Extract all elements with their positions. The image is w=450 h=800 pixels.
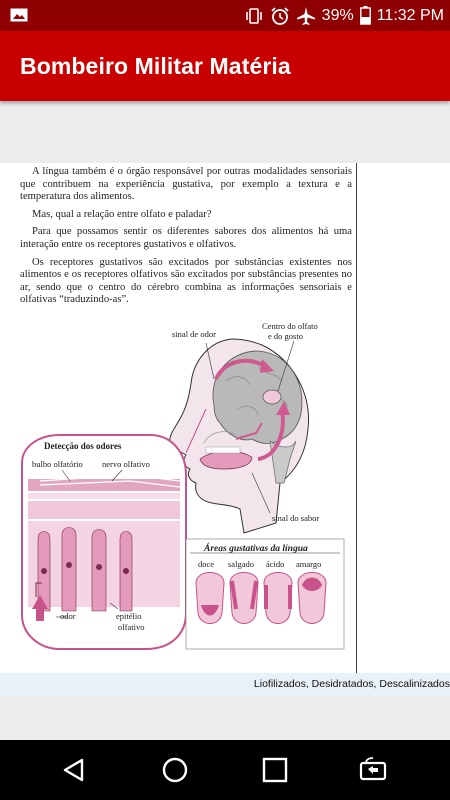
label-nervo: nervo olfativo bbox=[102, 459, 150, 469]
navigation-bar bbox=[0, 740, 450, 800]
home-icon[interactable] bbox=[160, 755, 190, 785]
label-deteccao: Detecção dos odores bbox=[44, 441, 122, 451]
paragraph: A língua também é o órgão responsável por outras modalidades sensoriais que contribuem na experiência gustativa, por exemplo a textura e a temperatura dos alimentos. bbox=[20, 166, 352, 203]
smell-taste-figure bbox=[0, 163, 356, 673]
vibrate-icon bbox=[244, 7, 264, 25]
status-bar bbox=[0, 0, 450, 31]
screen-rotate-icon[interactable] bbox=[358, 755, 388, 785]
label-sinal-do-sabor: sinal do sabor bbox=[272, 513, 320, 523]
back-icon[interactable] bbox=[60, 755, 90, 785]
label-epitelio-line2: olfativo bbox=[118, 622, 145, 632]
label-amargo: amargo bbox=[296, 559, 322, 569]
battery-percent: 39% bbox=[321, 6, 354, 24]
footer-note: Liofilizados, Desidratados, Descalinizados bbox=[253, 678, 450, 690]
label-bulbo: bulbo olfatório bbox=[32, 459, 83, 469]
label-centro-line2: e do gosto bbox=[268, 331, 303, 341]
label-acido: ácido bbox=[266, 559, 285, 569]
paragraph: Mas, qual a relação entre olfato e paladar? bbox=[32, 208, 212, 220]
battery-icon bbox=[360, 6, 371, 25]
airplane-icon bbox=[296, 6, 316, 26]
paragraph: Os receptores gustativos são excitados por substâncias existentes nos alimentos e os receptores olfativos são excitados por substâncias presentes no ar, sendo que o centro do cérebro combina as informações sensoriais e olfativas “traduzindo-as”. bbox=[20, 256, 352, 306]
label-odor: odor bbox=[60, 611, 76, 621]
label-epitelio-line1: epitélio bbox=[116, 611, 142, 621]
recents-icon[interactable] bbox=[260, 755, 290, 785]
app-title: Bombeiro Militar Matéria bbox=[20, 53, 291, 79]
page-divider bbox=[356, 163, 357, 673]
document-page[interactable] bbox=[0, 163, 450, 673]
tongue-areas-panel bbox=[186, 539, 344, 649]
label-doce: doce bbox=[198, 559, 215, 569]
label-centro-line1: Centro do olfato bbox=[262, 321, 318, 331]
label-sinal-de-odor: sinal de odor bbox=[172, 329, 216, 339]
paragraph: Para que possamos sentir os diferentes sabores dos alimentos há uma interação entre os receptores gustativos e olfativos. bbox=[20, 226, 352, 250]
head-illustration bbox=[170, 339, 309, 533]
footer-strip bbox=[0, 673, 450, 697]
clock: 11:32 PM bbox=[376, 6, 444, 24]
alarm-icon bbox=[270, 6, 290, 26]
label-areas-gustativas: Áreas gustativas da língua bbox=[204, 544, 308, 554]
app-bar bbox=[0, 31, 450, 101]
image-icon bbox=[10, 8, 28, 22]
label-salgado: salgado bbox=[228, 559, 254, 569]
